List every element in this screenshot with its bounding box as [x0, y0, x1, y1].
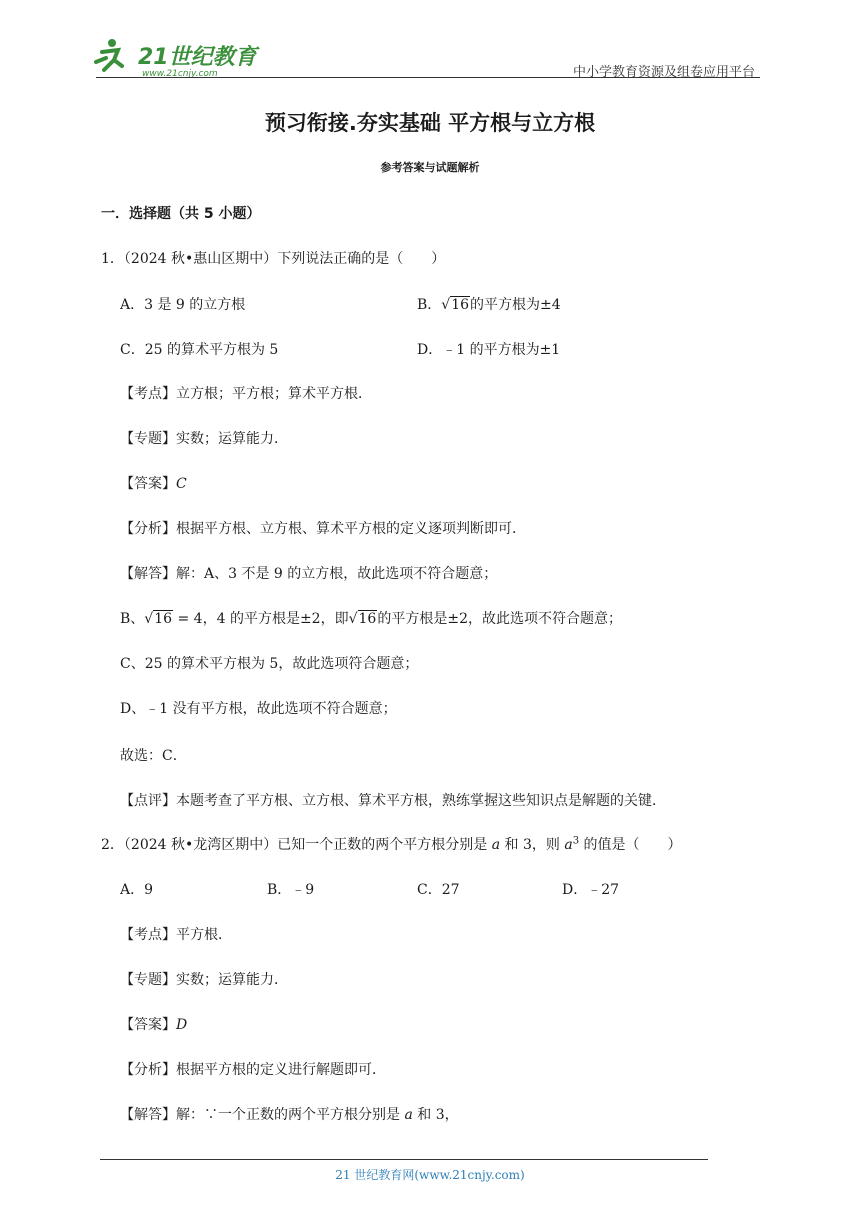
q1-dianping: 【点评】本题考查了平方根、立方根、算术平方根，熟练掌握这些知识点是解题的关键． [120, 793, 666, 809]
q1-jieda: 【解答】解：A、3 不是 9 的立方根，故此选项不符合题意； [120, 566, 498, 582]
q1-jieda-line-b: B、√16 = 4，4 的平方根是±2，即√16的平方根是±2，故此选项不符合题意； [120, 611, 622, 627]
q1-fenxi: 【分析】根据平方根、立方根、算术平方根的定义逐项判断即可． [120, 521, 526, 537]
page-title: 预习衔接.夯实基础 平方根与立方根 [264, 111, 596, 135]
q2-kaodian: 【考点】平方根． [120, 927, 232, 943]
section-heading: 一．选择题（共 5 小题） [101, 206, 261, 222]
q1-option-b: B．√16的平方根为±4 [417, 297, 561, 313]
q2-zhuanti: 【专题】实数；运算能力． [120, 972, 288, 988]
q2-answer: 【答案】D [120, 1017, 188, 1033]
q2-fenxi: 【分析】根据平方根的定义进行解题即可． [120, 1062, 386, 1078]
site-logo [92, 36, 262, 80]
sqrt-symbol: √16 [144, 611, 173, 627]
logo-text: 21世纪教育 [138, 45, 257, 70]
header-platform-text: 中小学教育资源及组卷应用平台 [572, 65, 755, 80]
q1-kaodian: 【考点】立方根；平方根；算术平方根． [120, 386, 372, 402]
q1-zhuanti: 【专题】实数；运算能力． [120, 431, 288, 447]
footer-divider [100, 1159, 708, 1160]
runner-icon [96, 39, 122, 70]
sqrt-symbol: √16 [441, 297, 470, 313]
q1-option-a: A．3 是 9 的立方根 [120, 297, 246, 313]
q1-jieda-line-d: D、﹣1 没有平方根，故此选项不符合题意； [120, 701, 397, 717]
sqrt-symbol: √16 [348, 611, 377, 627]
q1-jieda-line-c: C、25 的算术平方根为 5，故此选项符合题意； [120, 656, 419, 672]
q2-option-d: D．﹣27 [562, 882, 620, 898]
header-divider [96, 77, 760, 78]
q2-option-c: C．27 [417, 882, 460, 898]
q1-option-d: D．﹣1 的平方根为±1 [417, 342, 561, 358]
q2-option-b: B．﹣9 [267, 882, 315, 898]
q1-answer: 【答案】C [120, 476, 187, 492]
logo-url: www.21cnjy.com [142, 69, 218, 79]
page-subtitle: 参考答案与试题解析 [380, 161, 480, 174]
q1-guxuan: 故选：C． [120, 748, 187, 764]
q2-stem: 2．（2024 秋•龙湾区期中）已知一个正数的两个平方根分别是 a 和 3，则 $a^3$ 的值是（ ） [101, 835, 682, 853]
footer-link[interactable]: 21 世纪教育网(www.21cnjy.com) [335, 1168, 525, 1182]
q2-jieda: 【解答】解：∵一个正数的两个平方根分别是 a 和 3， [120, 1107, 459, 1123]
q1-option-c: C．25 的算术平方根为 5 [120, 342, 279, 358]
q1-stem: 1．（2024 秋•惠山区期中）下列说法正确的是（ ） [101, 251, 446, 267]
q2-option-a: A．9 [120, 882, 154, 898]
